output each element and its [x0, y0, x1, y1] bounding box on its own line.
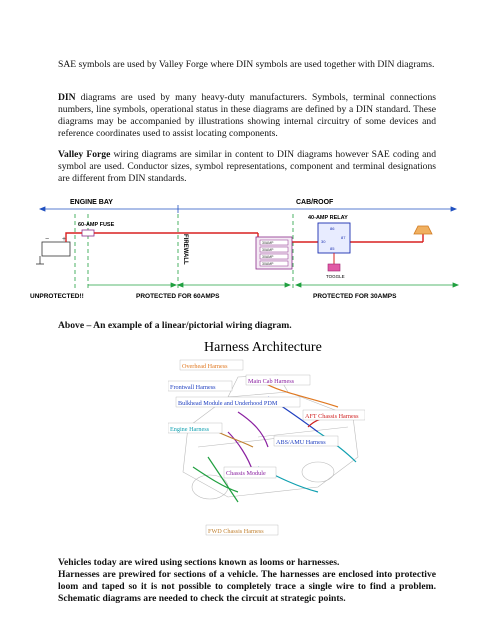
relay-pin: 30: [321, 239, 326, 244]
toggle-switch: [328, 253, 340, 271]
valley-forge-term: Valley Forge: [58, 149, 111, 160]
battery-symbol: [36, 236, 70, 264]
svg-text:−: −: [45, 236, 50, 243]
caption-linear-diagram: Above – An example of a linear/pictorial wiring diagram.: [58, 320, 292, 331]
fuse-block: [256, 237, 292, 269]
relay-40amp: [318, 223, 350, 253]
cab-roof-label: CAB/ROOF: [296, 199, 334, 206]
protected-30-label: PROTECTED FOR 30AMPS: [313, 293, 397, 300]
engine-bay-label: ENGINE BAY: [70, 199, 113, 206]
valley-forge-text: wiring diagrams are similar in content to DIN diagrams however SAE coding and symbol are used. Conductor sizes, symbol representations, component and terminal designations are different from DIN standards.: [58, 149, 436, 184]
fuse-block-slot: 30AMP: [262, 241, 274, 245]
firewall-label: FIREWALL: [182, 234, 188, 265]
svg-text:+: +: [62, 236, 67, 243]
relay-pin: 87: [341, 235, 346, 240]
paragraph-valley-forge: [58, 149, 436, 185]
harness-architecture-figure: [168, 337, 365, 542]
zone-arrow-top: [40, 205, 456, 213]
aft-chassis-harness-label: AFT Chassis Harness: [305, 413, 359, 420]
protected-60-label: PROTECTED FOR 60AMPS: [136, 293, 220, 300]
bulkhead-label: Bulkhead Module and Underhood PDM: [178, 400, 278, 407]
paragraph-harnesses: Harnesses are prewired for sections of a vehicle. The harnesses are enclosed into protective loom and taped so it is not possible to completely trace a single wire to find a problem. Schematic diagrams are needed to check the circuit at strategic points.: [58, 569, 436, 604]
linear-wiring-diagram: [28, 192, 468, 302]
relay-pin: 86: [330, 226, 335, 231]
fuse-block-slot: 30AMP: [262, 248, 274, 252]
abs-amu-harness-label: ABS/AMU Harness: [276, 439, 326, 446]
din-text: diagrams are used by many heavy-duty manufacturers. Symbols, terminal connections numbers, line symbols, operational status in these diagrams are defined by a DIN standard. These diagrams may be accompanied by illustrations showing internal circuitry of some devices and reference coordinates used to assist locating components.: [58, 92, 436, 139]
relay-pin: 85: [330, 246, 335, 251]
fuse-block-slot: 30AMP: [262, 262, 274, 266]
toggle-label: TOGGLE: [326, 274, 345, 279]
chassis-module-label: Chassis Module: [226, 470, 266, 477]
harness-title: Harness Architecture: [204, 340, 322, 355]
din-term: DIN: [58, 92, 76, 103]
paragraph-looms: Vehicles today are wired using sections known as looms or harnesses.: [58, 557, 340, 568]
fuse-label: 60-AMP FUSE: [78, 222, 115, 228]
relay-label: 40-AMP RELAY: [308, 215, 348, 221]
fwd-chassis-harness-label: FWD Chassis Harness: [208, 528, 264, 535]
engine-harness-label: Engine Harness: [170, 426, 210, 433]
fuse-60amp: [82, 230, 94, 236]
zone-arrow-bottom: [88, 283, 458, 287]
frontwall-harness-label: Frontwall Harness: [170, 384, 216, 391]
paragraph-sae: SAE symbols are used by Valley Forge where DIN symbols are used together with DIN diagrams.: [58, 59, 435, 70]
lamp-symbol: [414, 226, 432, 234]
overhead-harness-label: Overhead Harness: [182, 363, 228, 370]
paragraph-din: [58, 92, 436, 140]
main-cab-harness-label: Main Cab Harness: [248, 378, 295, 385]
main-wire: [66, 233, 423, 266]
fuse-block-slot: 30AMP: [262, 255, 274, 259]
unprotected-label: UNPROTECTED!!: [30, 293, 84, 300]
